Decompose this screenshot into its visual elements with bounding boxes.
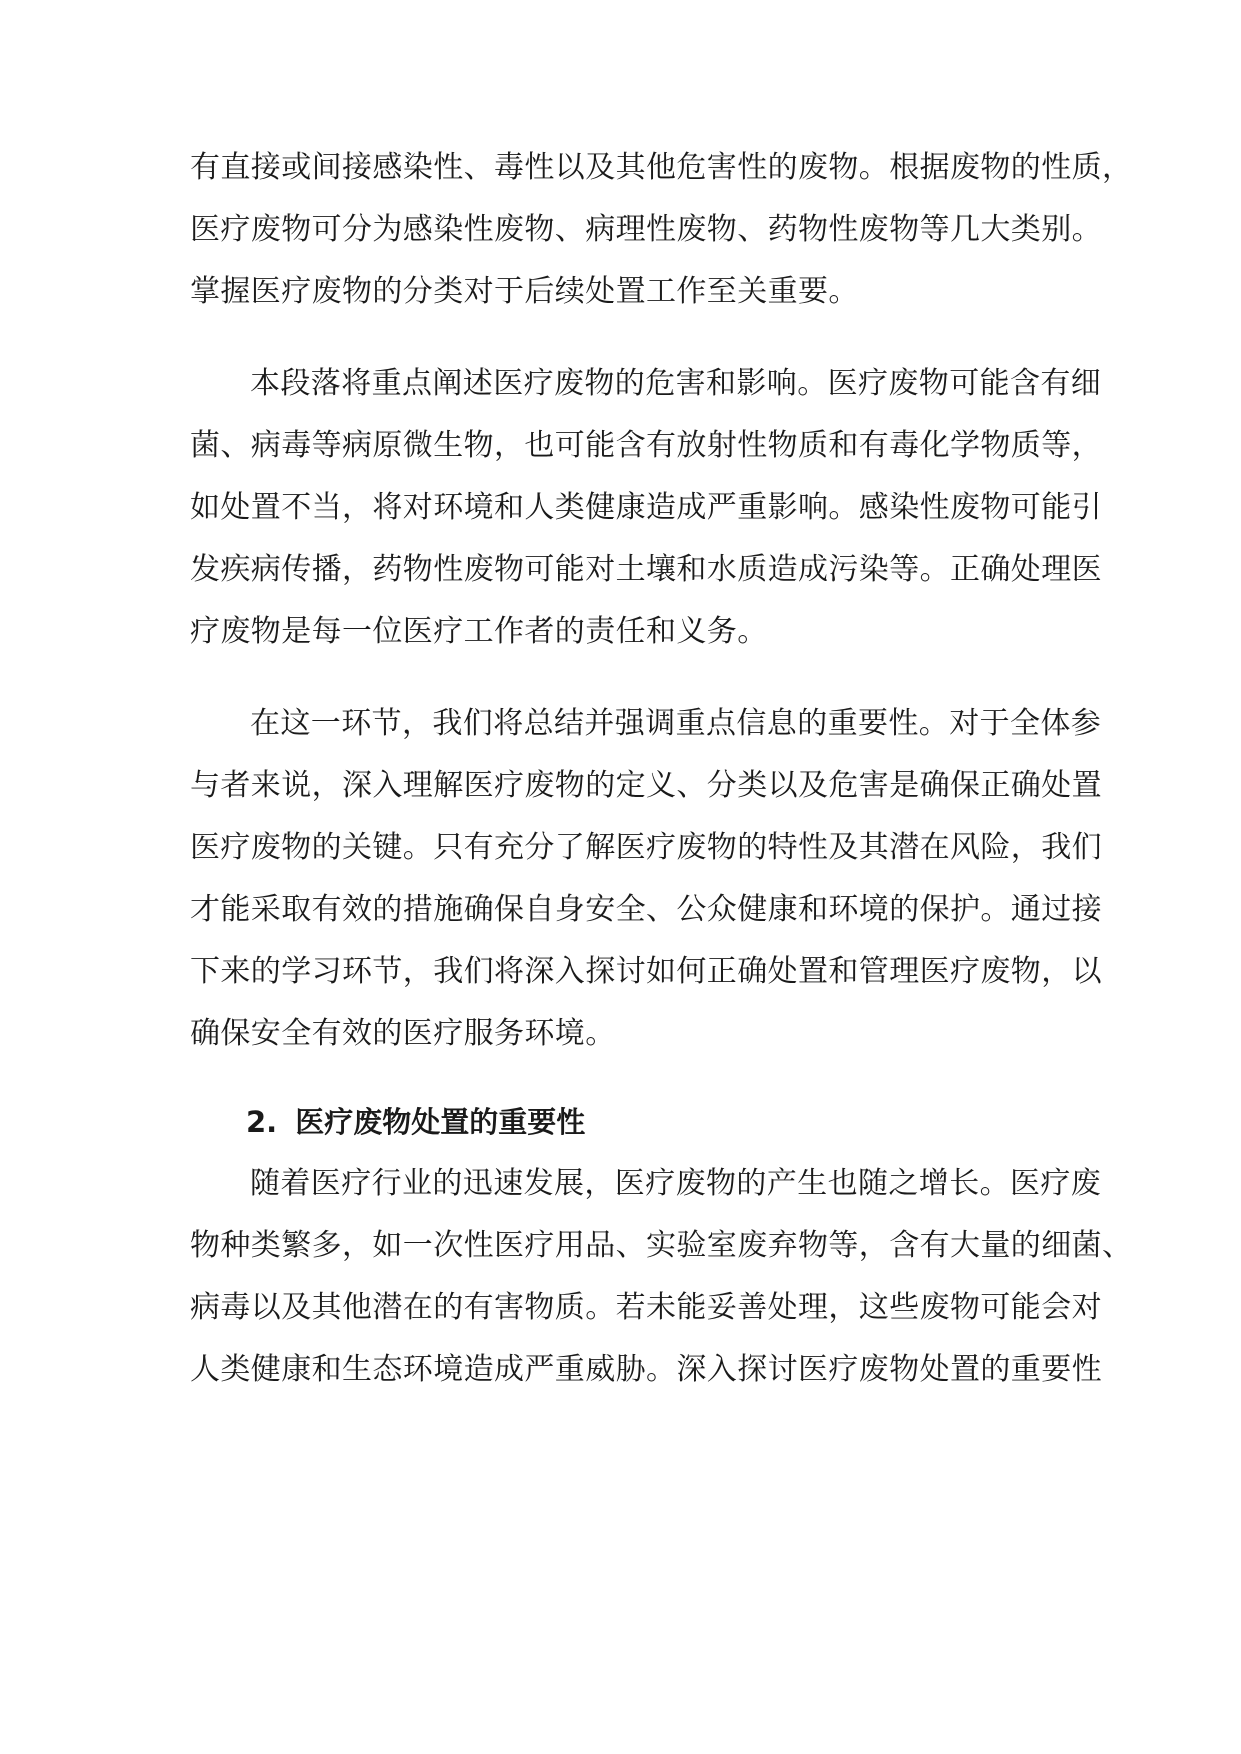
text-line: 确保安全有效的医疗服务环境。	[190, 1016, 616, 1051]
text-line: 有直接或间接感染性、毒性以及其他危害性的废物。根据废物的性质，	[190, 150, 1133, 185]
text-line: 下来的学习环节，我们将深入探讨如何正确处置和管理医疗废物，以	[190, 954, 1102, 989]
text-line: 菌、病毒等病原微生物，也可能含有放射性物质和有毒化学物质等，	[190, 428, 1102, 463]
text-line: 病毒以及其他潜在的有害物质。若未能妥善处理，这些废物可能会对	[190, 1290, 1102, 1325]
text-line: 医疗废物的关键。只有充分了解医疗废物的特性及其潜在风险，我们	[190, 830, 1102, 865]
text-line: 才能采取有效的措施确保自身安全、公众健康和环境的保护。通过接	[190, 892, 1102, 927]
text-line: 医疗废物可分为感染性废物、病理性废物、药物性废物等几大类别。	[190, 212, 1102, 247]
text-line: 人类健康和生态环境造成严重威胁。深入探讨医疗废物处置的重要性	[190, 1352, 1102, 1387]
text-line: 在这一环节，我们将总结并强调重点信息的重要性。对于全体参	[250, 706, 1102, 741]
paragraph-hazards	[190, 353, 1102, 663]
text-line: 与者来说，深入理解医疗废物的定义、分类以及危害是确保正确处置	[190, 768, 1102, 803]
section-title: 医疗废物处置的重要性	[295, 1105, 586, 1139]
text-line: 物种类繁多，如一次性医疗用品、实验室废弃物等，含有大量的细菌、	[190, 1228, 1133, 1263]
text-line: 随着医疗行业的迅速发展，医疗废物的产生也随之增长。医疗废	[250, 1166, 1102, 1201]
text-line: 如处置不当，将对环境和人类健康造成严重影响。感染性废物可能引	[190, 490, 1102, 525]
paragraph-importance	[190, 1153, 1133, 1401]
paragraph-classification	[190, 137, 1133, 323]
section-number: 2.	[246, 1105, 278, 1139]
section-heading	[190, 1091, 1060, 1153]
text-line: 疗废物是每一位医疗工作者的责任和义务。	[190, 614, 768, 649]
document-page	[190, 137, 1133, 1401]
paragraph-summary	[190, 693, 1102, 1065]
text-line: 发疾病传播，药物性废物可能对土壤和水质造成污染等。正确处理医	[190, 552, 1102, 587]
text-line: 掌握医疗废物的分类对于后续处置工作至关重要。	[190, 274, 859, 309]
text-line: 本段落将重点阐述医疗废物的危害和影响。医疗废物可能含有细	[250, 366, 1102, 401]
